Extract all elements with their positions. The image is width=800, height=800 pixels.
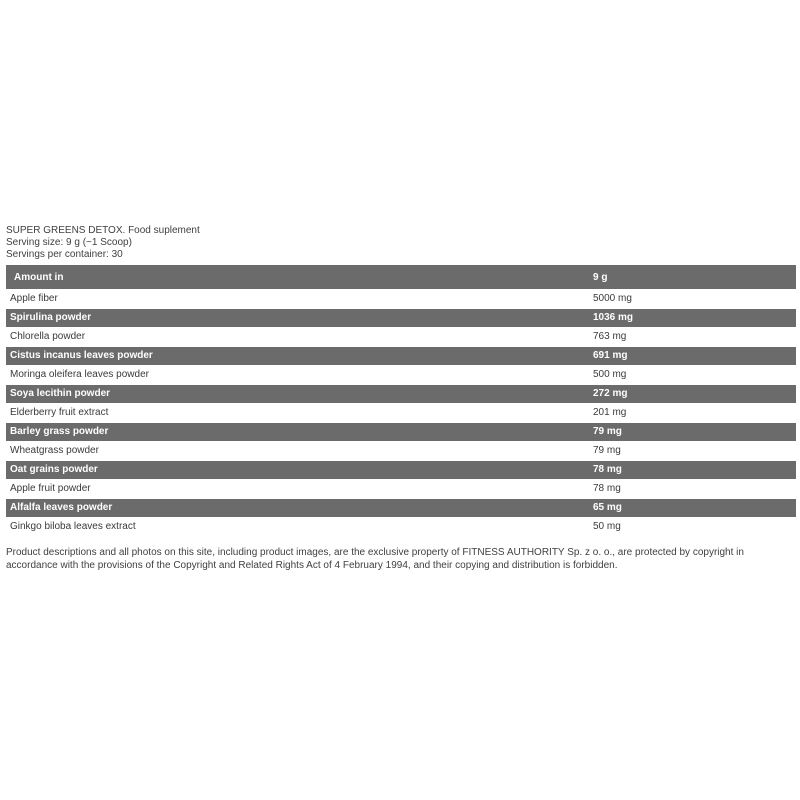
ingredient-name: Cistus incanus leaves powder xyxy=(6,346,589,365)
nutrition-table xyxy=(6,265,796,537)
ingredient-name: Alfalfa leaves powder xyxy=(6,498,589,517)
table-row xyxy=(6,308,796,327)
table-body xyxy=(6,289,796,536)
ingredient-name: Elderberry fruit extract xyxy=(6,403,589,422)
table-row xyxy=(6,327,796,346)
table-row xyxy=(6,384,796,403)
ingredient-amount: 763 mg xyxy=(589,327,796,346)
ingredient-amount: 50 mg xyxy=(589,517,796,536)
ingredient-amount: 5000 mg xyxy=(589,289,796,308)
ingredient-amount: 79 mg xyxy=(589,441,796,460)
ingredient-amount: 1036 mg xyxy=(589,308,796,327)
ingredient-name: Ginkgo biloba leaves extract xyxy=(6,517,589,536)
ingredient-amount: 691 mg xyxy=(589,346,796,365)
table-row xyxy=(6,441,796,460)
table-row xyxy=(6,517,796,536)
product-intro xyxy=(6,225,786,261)
table-row xyxy=(6,346,796,365)
copyright-notice: Product descriptions and all photos on this site, including product images, are the exclusive property of FITNESS AUTHORITY Sp. z o. o., are protected by copyright in accordance with the provisions of the Copyright and Related Rights Act of 4 February 1994, and their copying and distribution is forbidden. xyxy=(6,547,744,571)
ingredient-name: Apple fiber xyxy=(6,289,589,308)
header-amount-in: Amount in xyxy=(6,265,589,289)
header-serving-amount: 9 g xyxy=(589,265,796,289)
ingredient-amount: 272 mg xyxy=(589,384,796,403)
ingredient-amount: 65 mg xyxy=(589,498,796,517)
ingredient-amount: 79 mg xyxy=(589,422,796,441)
table-row xyxy=(6,422,796,441)
ingredient-name: Spirulina powder xyxy=(6,308,589,327)
product-title: SUPER GREENS DETOX. Food suplement xyxy=(6,225,200,236)
ingredient-name: Chlorella powder xyxy=(6,327,589,346)
ingredient-name: Soya lecithin powder xyxy=(6,384,589,403)
ingredient-name: Apple fruit powder xyxy=(6,479,589,498)
table-row xyxy=(6,403,796,422)
table-row xyxy=(6,460,796,479)
ingredient-name: Moringa oleifera leaves powder xyxy=(6,365,589,384)
table-header-row xyxy=(6,265,796,289)
table-row xyxy=(6,289,796,308)
ingredient-name: Oat grains powder xyxy=(6,460,589,479)
ingredient-amount: 78 mg xyxy=(589,460,796,479)
ingredient-amount: 201 mg xyxy=(589,403,796,422)
ingredient-amount: 500 mg xyxy=(589,365,796,384)
servings-per-container: Servings per container: 30 xyxy=(6,249,123,260)
ingredient-amount: 78 mg xyxy=(589,479,796,498)
table-row xyxy=(6,479,796,498)
table-row xyxy=(6,365,796,384)
serving-size: Serving size: 9 g (~1 Scoop) xyxy=(6,237,132,248)
ingredient-name: Barley grass powder xyxy=(6,422,589,441)
ingredient-name: Wheatgrass powder xyxy=(6,441,589,460)
table-row xyxy=(6,498,796,517)
